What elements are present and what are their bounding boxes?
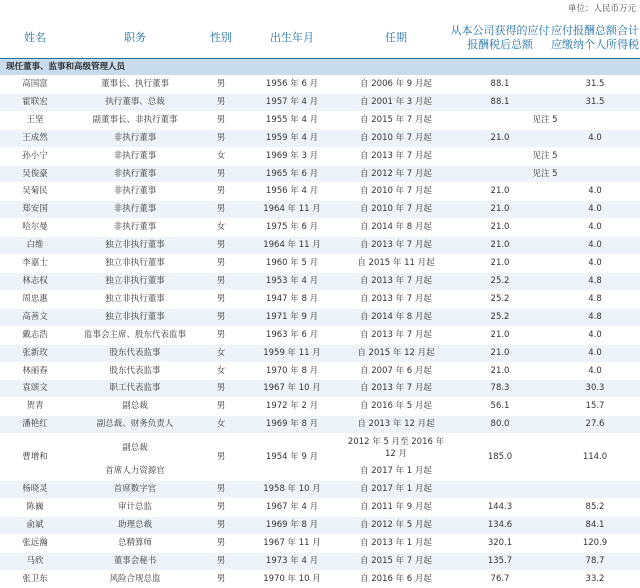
cell-birth: 1954 年 9 月 bbox=[242, 434, 342, 481]
cell-pay: 135.7 bbox=[450, 552, 550, 570]
cell-position: 副总裁、财务负责人 bbox=[70, 416, 200, 434]
cell-name: 张卫东 bbox=[0, 570, 70, 588]
cell-name: 郑安国 bbox=[0, 201, 70, 219]
cell-position: 非执行董事 bbox=[70, 201, 200, 219]
cell-tax: 84.1 bbox=[550, 516, 640, 534]
cell-gender: 男 bbox=[200, 76, 242, 94]
cell-position: 独立非执行董事 bbox=[70, 308, 200, 326]
cell-tax: 4.0 bbox=[550, 326, 640, 344]
cell-name: 林志权 bbox=[0, 272, 70, 290]
cell-gender: 男 bbox=[200, 272, 242, 290]
cell-gender: 男 bbox=[200, 326, 242, 344]
cell-name: 袁颂文 bbox=[0, 380, 70, 398]
cell-gender: 男 bbox=[200, 308, 242, 326]
table-row bbox=[0, 498, 640, 516]
cell-pay: 76.7 bbox=[450, 570, 550, 588]
cell-tax: 4.0 bbox=[550, 129, 640, 147]
cell-gender: 男 bbox=[200, 165, 242, 183]
table-row bbox=[0, 219, 640, 237]
compensation-table bbox=[0, 18, 640, 588]
cell-tax: 120.9 bbox=[550, 534, 640, 552]
cell-name: 林丽春 bbox=[0, 362, 70, 380]
cell-position: 审计总监 bbox=[70, 498, 200, 516]
cell-name: 白维 bbox=[0, 237, 70, 255]
cell-tax bbox=[550, 481, 640, 499]
cell-name: 张新玫 bbox=[0, 344, 70, 362]
cell-gender: 男 bbox=[200, 129, 242, 147]
cell-pay: 25.2 bbox=[450, 272, 550, 290]
table-row bbox=[0, 201, 640, 219]
cell-pay: 80.0 bbox=[450, 416, 550, 434]
cell-term: 自 2015 年 7 月起 bbox=[342, 552, 450, 570]
cell-position: 董事会秘书 bbox=[70, 552, 200, 570]
table-row bbox=[0, 255, 640, 273]
cell-tax: 4.0 bbox=[550, 255, 640, 273]
cell-gender: 男 bbox=[200, 111, 242, 129]
cell-position: 非执行董事 bbox=[70, 183, 200, 201]
cell-position: 首席数字官 bbox=[70, 481, 200, 499]
table-row bbox=[0, 516, 640, 534]
cell-term: 自 2014 年 8 月起 bbox=[342, 219, 450, 237]
cell-birth: 1965 年 6 月 bbox=[242, 165, 342, 183]
cell-pay: 21.0 bbox=[450, 237, 550, 255]
cell-name: 王成然 bbox=[0, 129, 70, 147]
section-row bbox=[0, 59, 640, 76]
cell-pay: 21.0 bbox=[450, 219, 550, 237]
cell-name: 曹增和 bbox=[0, 434, 70, 481]
cell-term: 自 2013 年 7 月起 bbox=[342, 237, 450, 255]
cell-term: 自 2013 年 7 月起 bbox=[342, 272, 450, 290]
cell-birth: 1964 年 11 月 bbox=[242, 201, 342, 219]
cell-name: 李嘉士 bbox=[0, 255, 70, 273]
cell-birth: 1970 年 10 月 bbox=[242, 570, 342, 588]
cell-name: 张远瀚 bbox=[0, 534, 70, 552]
cell-birth: 1967 年 11 月 bbox=[242, 534, 342, 552]
header-pay: 从本公司获得的应付报酬税后总额 bbox=[450, 18, 550, 59]
cell-tax: 31.5 bbox=[550, 93, 640, 111]
cell-pay: 134.6 bbox=[450, 516, 550, 534]
cell-birth: 1963 年 6 月 bbox=[242, 326, 342, 344]
cell-position: 非执行董事 bbox=[70, 219, 200, 237]
cell-note: 见注 5 bbox=[450, 165, 640, 183]
cell-pay: 320.1 bbox=[450, 534, 550, 552]
cell-position: 首席人力资源官 bbox=[70, 463, 200, 481]
cell-birth: 1959 年 11 月 bbox=[242, 344, 342, 362]
cell-birth: 1958 年 10 月 bbox=[242, 481, 342, 499]
cell-pay: 185.0 bbox=[450, 434, 550, 481]
header-position: 职务 bbox=[70, 18, 200, 59]
cell-name: 俞斌 bbox=[0, 516, 70, 534]
cell-position: 副总裁 bbox=[70, 434, 200, 463]
cell-position: 助理总裁 bbox=[70, 516, 200, 534]
cell-gender: 男 bbox=[200, 516, 242, 534]
cell-term: 自 2012 年 5 月起 bbox=[342, 516, 450, 534]
cell-tax: 114.0 bbox=[550, 434, 640, 481]
cell-pay: 25.2 bbox=[450, 290, 550, 308]
cell-term: 自 2012 年 7 月起 bbox=[342, 165, 450, 183]
table-header bbox=[0, 18, 640, 59]
table-row bbox=[0, 272, 640, 290]
cell-note: 见注 5 bbox=[450, 111, 640, 129]
table-row bbox=[0, 344, 640, 362]
table-row bbox=[0, 362, 640, 380]
cell-gender: 男 bbox=[200, 183, 242, 201]
cell-tax: 4.0 bbox=[550, 219, 640, 237]
cell-position: 职工代表监事 bbox=[70, 380, 200, 398]
cell-pay: 56.1 bbox=[450, 398, 550, 416]
cell-birth: 1960 年 5 月 bbox=[242, 255, 342, 273]
cell-position: 副总裁 bbox=[70, 398, 200, 416]
cell-pay: 88.1 bbox=[450, 76, 550, 94]
cell-term: 自 2013 年 7 月起 bbox=[342, 380, 450, 398]
cell-birth: 1972 年 2 月 bbox=[242, 398, 342, 416]
cell-term: 2012 年 5 月至 2016 年 12 月 bbox=[342, 434, 450, 463]
table-row bbox=[0, 129, 640, 147]
cell-name: 孙小宁 bbox=[0, 147, 70, 165]
cell-position: 董事长、执行董事 bbox=[70, 76, 200, 94]
cell-birth: 1947 年 8 月 bbox=[242, 290, 342, 308]
cell-position: 独立非执行董事 bbox=[70, 255, 200, 273]
cell-position: 监事会主席、股东代表监事 bbox=[70, 326, 200, 344]
cell-birth: 1957 年 4 月 bbox=[242, 93, 342, 111]
cell-pay: 21.0 bbox=[450, 201, 550, 219]
cell-name: 霍联宏 bbox=[0, 93, 70, 111]
cell-birth: 1969 年 8 月 bbox=[242, 516, 342, 534]
cell-pay: 88.1 bbox=[450, 93, 550, 111]
cell-gender: 男 bbox=[200, 570, 242, 588]
table-row bbox=[0, 534, 640, 552]
cell-term: 自 2010 年 7 月起 bbox=[342, 183, 450, 201]
cell-name: 吴俊豪 bbox=[0, 165, 70, 183]
cell-birth: 1959 年 4 月 bbox=[242, 129, 342, 147]
cell-position: 股东代表监事 bbox=[70, 362, 200, 380]
cell-birth: 1967 年 10 月 bbox=[242, 380, 342, 398]
cell-tax: 78.7 bbox=[550, 552, 640, 570]
cell-gender: 女 bbox=[200, 147, 242, 165]
cell-name: 潘艳红 bbox=[0, 416, 70, 434]
table-row bbox=[0, 552, 640, 570]
cell-birth: 1967 年 4 月 bbox=[242, 498, 342, 516]
cell-tax: 85.2 bbox=[550, 498, 640, 516]
cell-term: 自 2015 年 12 月起 bbox=[342, 344, 450, 362]
cell-tax: 31.5 bbox=[550, 76, 640, 94]
cell-position: 独立非执行董事 bbox=[70, 290, 200, 308]
cell-position: 独立非执行董事 bbox=[70, 237, 200, 255]
cell-pay: 21.0 bbox=[450, 129, 550, 147]
cell-gender: 女 bbox=[200, 344, 242, 362]
cell-name: 贺青 bbox=[0, 398, 70, 416]
cell-name: 周忠惠 bbox=[0, 290, 70, 308]
cell-tax: 4.0 bbox=[550, 183, 640, 201]
cell-position: 风险合规总监 bbox=[70, 570, 200, 588]
table-row bbox=[0, 570, 640, 588]
cell-position: 独立非执行董事 bbox=[70, 272, 200, 290]
cell-birth: 1973 年 4 月 bbox=[242, 552, 342, 570]
cell-pay: 21.0 bbox=[450, 362, 550, 380]
table-row bbox=[0, 147, 640, 165]
cell-gender: 男 bbox=[200, 481, 242, 499]
cell-name: 高善文 bbox=[0, 308, 70, 326]
cell-tax: 4.0 bbox=[550, 362, 640, 380]
table-row bbox=[0, 398, 640, 416]
cell-gender: 男 bbox=[200, 434, 242, 481]
table-row bbox=[0, 183, 640, 201]
cell-name: 戴志浩 bbox=[0, 326, 70, 344]
cell-birth: 1969 年 8 月 bbox=[242, 416, 342, 434]
table-row bbox=[0, 111, 640, 129]
cell-term: 自 2017 年 1 月起 bbox=[342, 463, 450, 481]
cell-gender: 男 bbox=[200, 534, 242, 552]
cell-tax: 33.2 bbox=[550, 570, 640, 588]
cell-pay: 21.0 bbox=[450, 255, 550, 273]
cell-position: 总精算师 bbox=[70, 534, 200, 552]
cell-gender: 男 bbox=[200, 498, 242, 516]
cell-note: 见注 5 bbox=[450, 147, 640, 165]
cell-birth: 1955 年 4 月 bbox=[242, 111, 342, 129]
cell-gender: 女 bbox=[200, 362, 242, 380]
cell-name: 王坚 bbox=[0, 111, 70, 129]
cell-gender: 女 bbox=[200, 416, 242, 434]
cell-gender: 男 bbox=[200, 290, 242, 308]
cell-name: 陈巍 bbox=[0, 498, 70, 516]
cell-gender: 男 bbox=[200, 398, 242, 416]
cell-term: 自 2015 年 7 月起 bbox=[342, 111, 450, 129]
cell-name: 高国富 bbox=[0, 76, 70, 94]
table-row bbox=[0, 434, 640, 463]
cell-pay bbox=[450, 481, 550, 499]
cell-term: 自 2013 年 12 月起 bbox=[342, 416, 450, 434]
cell-term: 自 2001 年 3 月起 bbox=[342, 93, 450, 111]
header-gender: 性别 bbox=[200, 18, 242, 59]
cell-birth: 1953 年 4 月 bbox=[242, 272, 342, 290]
cell-position: 非执行董事 bbox=[70, 165, 200, 183]
table-row bbox=[0, 93, 640, 111]
cell-term: 自 2015 年 11 月起 bbox=[342, 255, 450, 273]
cell-term: 自 2014 年 8 月起 bbox=[342, 308, 450, 326]
header-tax: 应付报酬总额合计应缴纳个人所得税 bbox=[550, 18, 640, 59]
cell-pay: 144.3 bbox=[450, 498, 550, 516]
cell-birth: 1964 年 11 月 bbox=[242, 237, 342, 255]
cell-pay: 21.0 bbox=[450, 326, 550, 344]
cell-tax: 4.0 bbox=[550, 201, 640, 219]
cell-tax: 4.8 bbox=[550, 290, 640, 308]
table-row bbox=[0, 165, 640, 183]
table-row bbox=[0, 326, 640, 344]
cell-birth: 1956 年 4 月 bbox=[242, 183, 342, 201]
cell-pay: 21.0 bbox=[450, 344, 550, 362]
cell-name: 马欣 bbox=[0, 552, 70, 570]
cell-tax: 4.8 bbox=[550, 272, 640, 290]
cell-pay: 25.2 bbox=[450, 308, 550, 326]
cell-birth: 1971 年 9 月 bbox=[242, 308, 342, 326]
header-term: 任期 bbox=[342, 18, 450, 59]
header-name: 姓名 bbox=[0, 18, 70, 59]
unit-label: 单位：人民币万元 bbox=[567, 4, 636, 14]
cell-term: 自 2007 年 6 月起 bbox=[342, 362, 450, 380]
cell-term: 自 2013 年 1 月起 bbox=[342, 534, 450, 552]
cell-tax: 15.7 bbox=[550, 398, 640, 416]
cell-position: 非执行董事 bbox=[70, 129, 200, 147]
table-row bbox=[0, 308, 640, 326]
cell-term: 自 2010 年 7 月起 bbox=[342, 129, 450, 147]
cell-term: 自 2013 年 7 月起 bbox=[342, 290, 450, 308]
cell-tax: 27.6 bbox=[550, 416, 640, 434]
cell-term: 自 2013 年 7 月起 bbox=[342, 326, 450, 344]
table-row bbox=[0, 76, 640, 94]
cell-term: 自 2017 年 1 月起 bbox=[342, 481, 450, 499]
cell-tax: 4.0 bbox=[550, 344, 640, 362]
cell-term: 自 2016 年 5 月起 bbox=[342, 398, 450, 416]
cell-gender: 男 bbox=[200, 237, 242, 255]
cell-gender: 女 bbox=[200, 219, 242, 237]
cell-term: 自 2016 年 6 月起 bbox=[342, 570, 450, 588]
table-row bbox=[0, 290, 640, 308]
table-row bbox=[0, 416, 640, 434]
cell-term: 自 2006 年 9 月起 bbox=[342, 76, 450, 94]
cell-position: 非执行董事 bbox=[70, 147, 200, 165]
cell-term: 自 2010 年 7 月起 bbox=[342, 201, 450, 219]
section-title: 现任董事、监事和高级管理人员 bbox=[0, 59, 640, 76]
header-birth: 出生年月 bbox=[242, 18, 342, 59]
cell-tax: 4.0 bbox=[550, 237, 640, 255]
table-row bbox=[0, 237, 640, 255]
cell-gender: 男 bbox=[200, 201, 242, 219]
cell-tax: 30.3 bbox=[550, 380, 640, 398]
cell-birth: 1956 年 6 月 bbox=[242, 76, 342, 94]
cell-term: 自 2013 年 7 月起 bbox=[342, 147, 450, 165]
cell-gender: 男 bbox=[200, 380, 242, 398]
cell-pay: 21.0 bbox=[450, 183, 550, 201]
table-row bbox=[0, 380, 640, 398]
cell-gender: 男 bbox=[200, 552, 242, 570]
cell-term: 自 2011 年 9 月起 bbox=[342, 498, 450, 516]
cell-gender: 男 bbox=[200, 255, 242, 273]
cell-birth: 1969 年 3 月 bbox=[242, 147, 342, 165]
table-row bbox=[0, 481, 640, 499]
cell-tax: 4.8 bbox=[550, 308, 640, 326]
cell-birth: 1970 年 8 月 bbox=[242, 362, 342, 380]
cell-name: 哈尔曼 bbox=[0, 219, 70, 237]
cell-name: 吴菊民 bbox=[0, 183, 70, 201]
cell-position: 执行董事、总裁 bbox=[70, 93, 200, 111]
cell-gender: 男 bbox=[200, 93, 242, 111]
cell-position: 股东代表监事 bbox=[70, 344, 200, 362]
cell-name: 杨晓灵 bbox=[0, 481, 70, 499]
cell-pay: 78.3 bbox=[450, 380, 550, 398]
cell-position: 副董事长、非执行董事 bbox=[70, 111, 200, 129]
cell-birth: 1975 年 6 月 bbox=[242, 219, 342, 237]
